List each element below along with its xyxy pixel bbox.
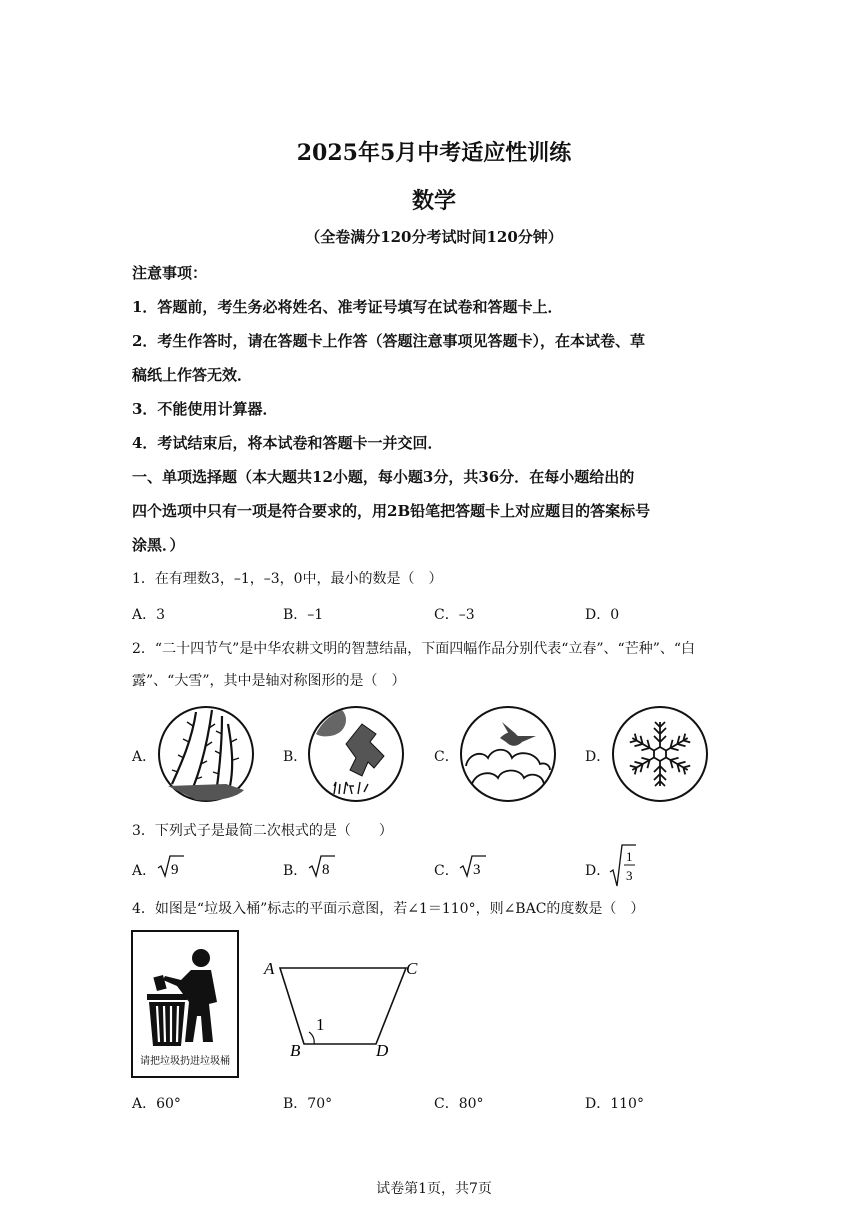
notice-item: 1．答题前，考生务必将姓名、准考证号填写在试卷和答题卡上． xyxy=(132,298,563,316)
notice-item: 稿纸上作答无效． xyxy=(132,366,253,384)
notice-item: 2．考生作答时，请在答题卡上作答（答题注意事项见答题卡），在本试卷、草 xyxy=(132,332,645,350)
radicand-text: 9 xyxy=(171,862,179,878)
sign-caption: 请把垃圾扔进垃圾桶 xyxy=(140,1056,230,1067)
page-footer: 试卷第1页，共7页 xyxy=(376,1181,492,1197)
section-heading: 一、单项选择题（本大题共12小题，每小题3分，共36分．在每小题给出的 xyxy=(132,468,635,486)
notice-heading: 注意事项： xyxy=(132,264,208,282)
q4-option-d: D．110° xyxy=(585,1096,644,1112)
q2-option-c-label: C． xyxy=(434,749,459,765)
q1-option-d: D．0 xyxy=(585,607,620,623)
section-heading: 涂黑．） xyxy=(132,536,185,554)
question-3-stem: 3．下列式子是最简二次根式的是（ ） xyxy=(132,823,393,839)
white-dew-image xyxy=(458,704,558,804)
exam-title: 2025年5月中考适应性训练 xyxy=(296,140,572,166)
q4-option-c: C．80° xyxy=(434,1096,484,1112)
willow-spring-image xyxy=(156,704,256,804)
q3-option-c-label: C． xyxy=(434,863,459,879)
fraction-denominator: 3 xyxy=(626,868,633,883)
question-2-stem: 露”、“大雪”，其中是轴对称图形的是（ ） xyxy=(132,673,406,689)
question-2-stem: 2．“二十四节气”是中华农耕文明的智慧结晶，下面四幅作品分别代表“立春”、“芒种”、“白 xyxy=(132,641,696,657)
point-a-label: A xyxy=(264,959,275,978)
sqrt-3-expression xyxy=(458,852,488,880)
sqrt-one-third-expression xyxy=(608,842,638,890)
question-1-stem: 1．在有理数3，–1，–3，0中，最小的数是（ ） xyxy=(132,571,443,587)
trapezoid-figure xyxy=(258,952,428,1064)
sqrt-8-expression xyxy=(307,852,337,880)
point-d-label: D xyxy=(376,1041,389,1060)
grain-in-ear-image xyxy=(306,704,406,804)
notice-item: 4．考试结束后，将本试卷和答题卡一并交回． xyxy=(132,434,443,452)
q1-option-a: A．3 xyxy=(132,607,166,623)
sqrt-9-expression xyxy=(156,852,186,880)
trash-sign-image xyxy=(131,930,239,1078)
q4-option-a: A．60° xyxy=(132,1096,181,1112)
fraction-numerator: 1 xyxy=(626,849,633,864)
q3-option-d-label: D． xyxy=(585,863,611,879)
exam-subject: 数学 xyxy=(411,188,456,214)
point-b-label: B xyxy=(290,1041,301,1060)
section-heading: 四个选项中只有一项是符合要求的，用2B铅笔把答题卡上对应题目的答案标号 xyxy=(132,502,651,520)
point-c-label: C xyxy=(406,959,418,978)
question-4-stem: 4．如图是“垃圾入桶”标志的平面示意图，若∠1＝110°，则∠BAC的度数是（ ） xyxy=(132,901,645,917)
snowflake-image xyxy=(610,704,710,804)
q2-option-d-label: D． xyxy=(585,749,611,765)
q4-option-b: B．70° xyxy=(283,1096,333,1112)
q3-option-b-label: B． xyxy=(283,863,308,879)
notice-item: 3．不能使用计算器． xyxy=(132,400,278,418)
q2-option-a-label: A． xyxy=(132,749,157,765)
q3-option-a-label: A． xyxy=(132,863,157,879)
radicand-text: 3 xyxy=(473,862,481,878)
q2-option-b-label: B． xyxy=(283,749,308,765)
exam-subtitle: （全卷满分120分考试时间120分钟） xyxy=(305,228,563,246)
q1-option-c: C．–3 xyxy=(434,607,475,623)
radicand-text: 8 xyxy=(322,862,330,878)
q1-option-b: B．–1 xyxy=(283,607,324,623)
angle-1-label: 1 xyxy=(316,1015,325,1034)
